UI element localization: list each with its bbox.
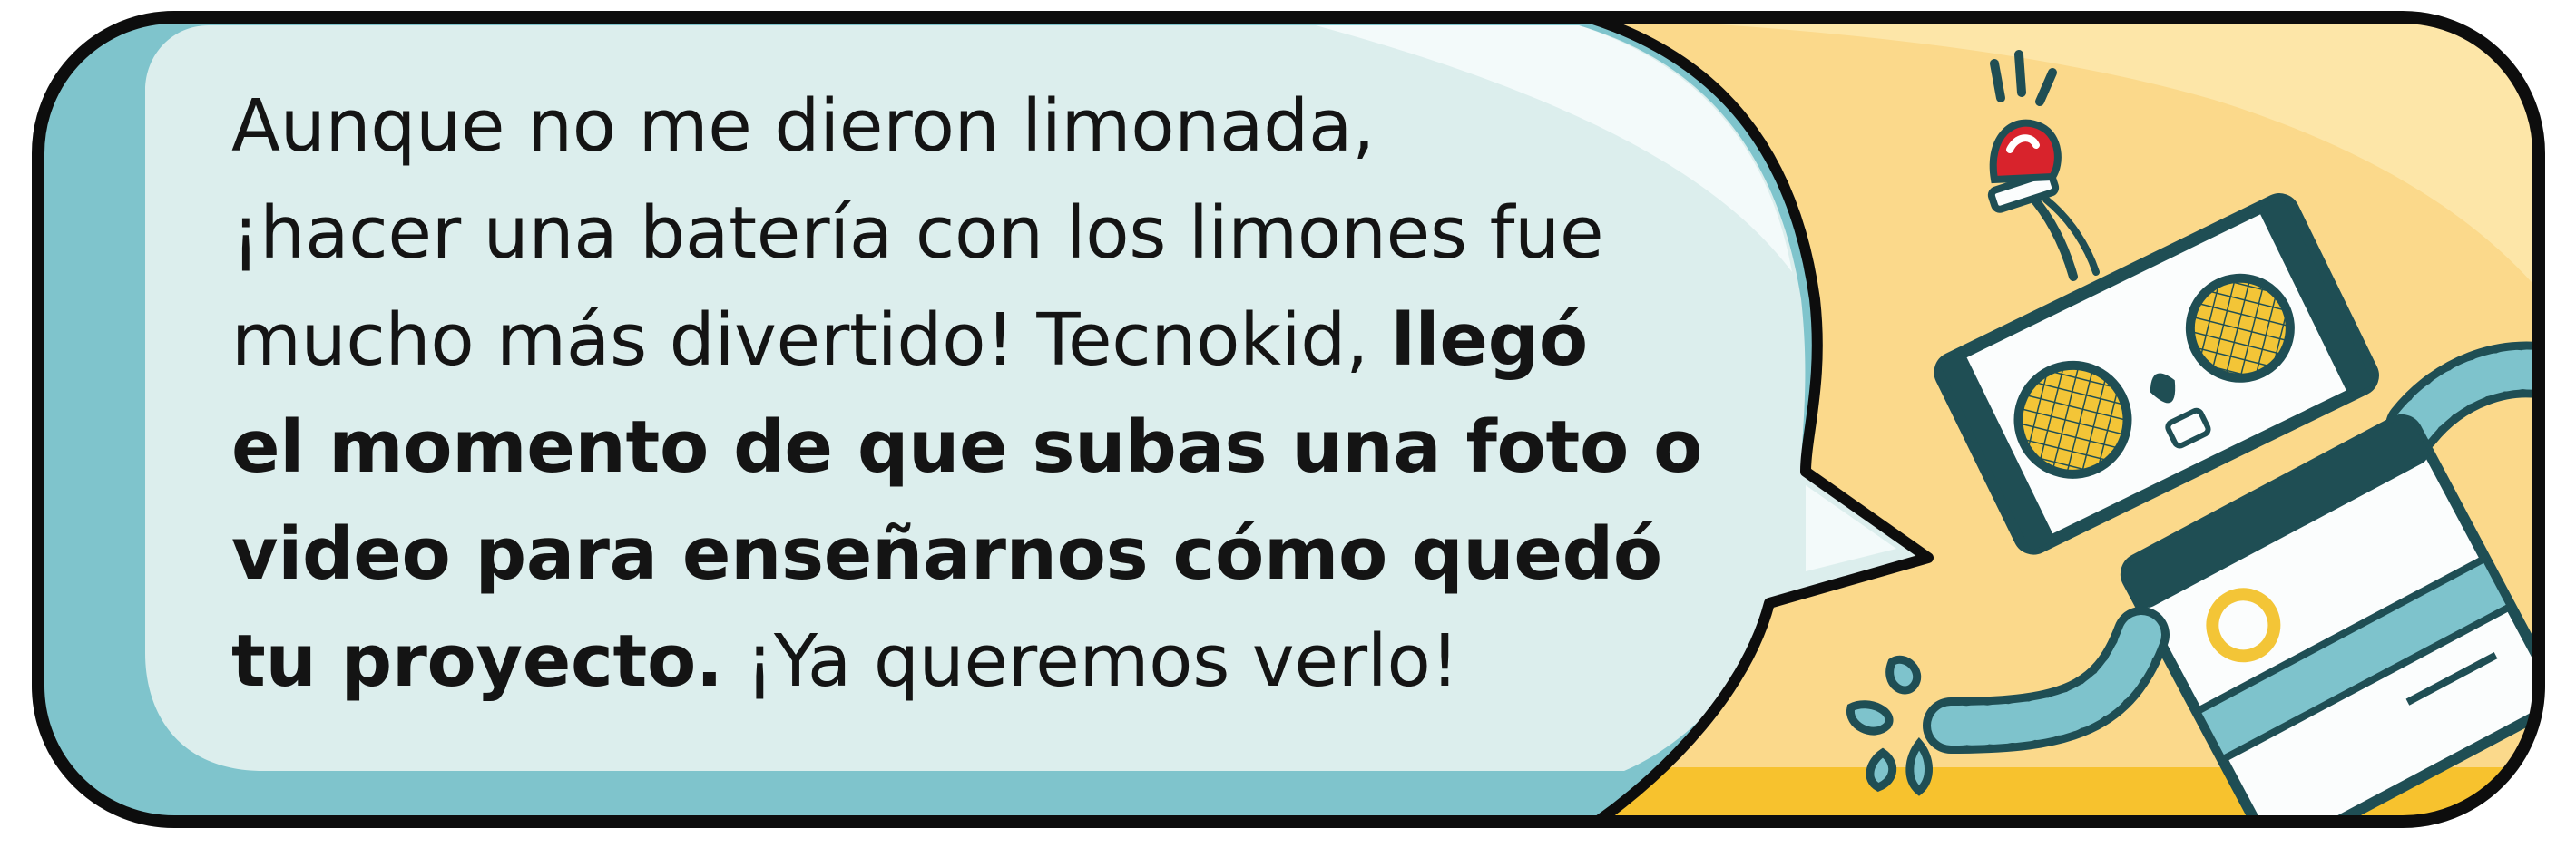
message-line-4	[231, 394, 1719, 501]
message-line-6-bold: tu proyecto.	[231, 619, 723, 703]
message-line-3-bold: llegó	[1390, 298, 1588, 382]
message-line-3-normal: mucho más divertido! Tecnokid,	[231, 298, 1391, 382]
message-line-5	[231, 501, 1719, 608]
message-line-2: ¡hacer una batería con los limones fue	[231, 191, 1604, 275]
message-line-3	[231, 287, 1719, 394]
message-line-1: Aunque no me dieron limonada,	[231, 84, 1375, 168]
speech-bubble-text	[231, 73, 1719, 715]
message-line-6	[231, 608, 1719, 715]
message-line-6-normal: ¡Ya queremos verlo!	[722, 619, 1459, 703]
message-line-4-bold: el momento de que subas una foto o	[231, 405, 1703, 489]
message-line-5-bold: video para enseñarnos cómo quedó	[231, 512, 1662, 596]
